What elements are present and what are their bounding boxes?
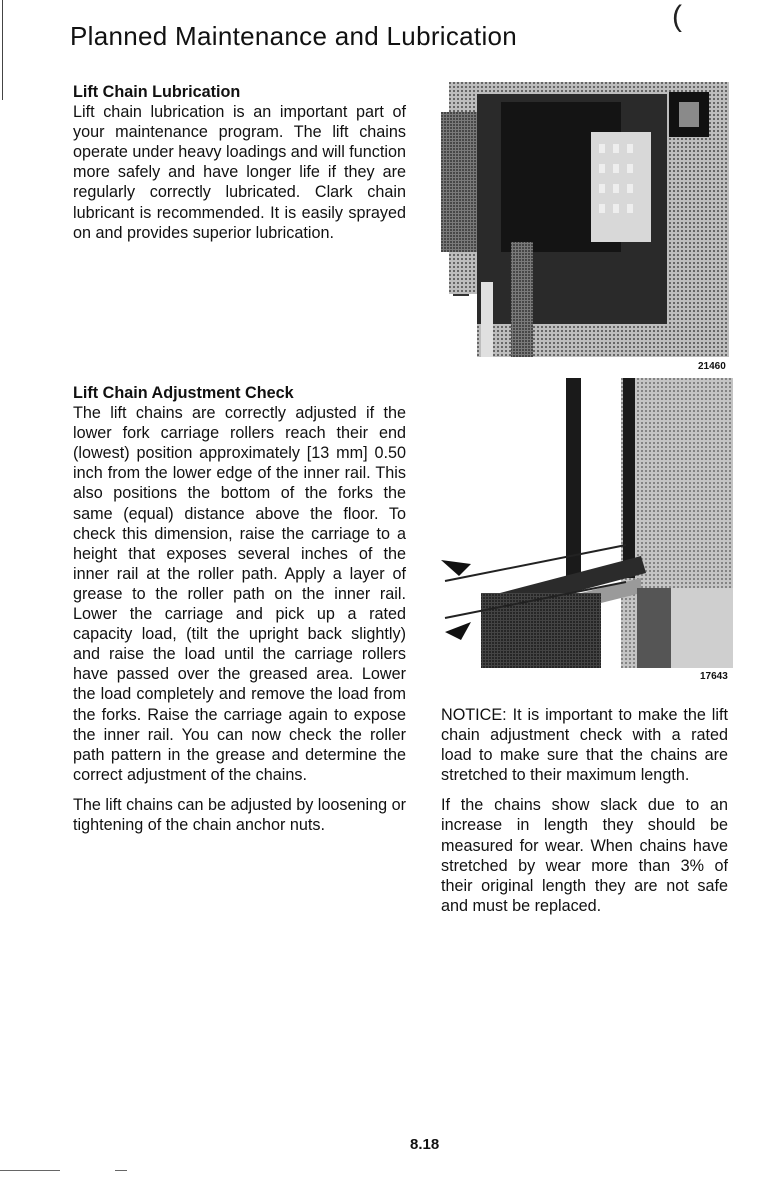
section-body: Lift chain lubrication is an important part of your maintenance program. The lift chains operate under heavy loadings and will function more safely and have longer life if they are regularly correctly lubricated. Clark chain lubricant is recommended. It is easily sprayed on and provides superior lubrication. — [73, 103, 406, 242]
page-title: Planned Maintenance and Lubrication — [70, 21, 518, 52]
figure-number: 17643 — [700, 671, 728, 682]
roller-path-photo — [441, 378, 733, 668]
lift-chain-photo — [441, 82, 729, 357]
section-heading: Lift Chain Lubrication — [73, 83, 241, 101]
scan-edge-mark — [115, 1170, 127, 1171]
notice-block — [441, 705, 728, 926]
margin-rule — [2, 0, 3, 100]
notice-paragraph: If the chains show slack due to an increase in length they should be measured for wear. When chains have stretched by wear more than 3% of their original length they are not safe and must be replaced. — [441, 796, 728, 915]
page-number: 8.18 — [410, 1136, 440, 1153]
notice-paragraph: NOTICE: It is important to make the lift chain adjustment check with a rated load to make sure that the chains are stretched to their maximum length. — [441, 706, 728, 785]
section-paragraph: The lift chains are correctly adjusted if the lower fork carriage rollers reach their end (lowest) position approximately [13 mm] 0.50 inch from the lower edge of the inner rail. This also positions the bottom of the forks the same (equal) distance above the floor. To check this dimension, raise the carriage to a height that exposes several inches of the inner rail at the roller path. Apply a layer of grease to the roller path on the inner rail. Lower the carriage and pick up a rated capacity load, (tilt the upright back slightly) and raise the load until the carriage rollers have passed over the greased area. Lower the load completely and remove the load from the forks. Raise the carriage again to expose the inner rail. You can now check the roller path pattern in the grease and determine the correct adjustment of the chains. — [73, 404, 406, 784]
margin-mark: ( — [672, 0, 682, 33]
section-lift-chain-lubrication — [73, 82, 406, 253]
section-lift-chain-adjustment — [73, 383, 406, 845]
scan-edge-mark — [0, 1170, 60, 1171]
section-paragraph: The lift chains can be adjusted by loosening or tightening of the chain anchor nuts. — [73, 795, 406, 834]
figure-number: 21460 — [698, 361, 726, 372]
section-heading: Lift Chain Adjustment Check — [73, 384, 294, 402]
